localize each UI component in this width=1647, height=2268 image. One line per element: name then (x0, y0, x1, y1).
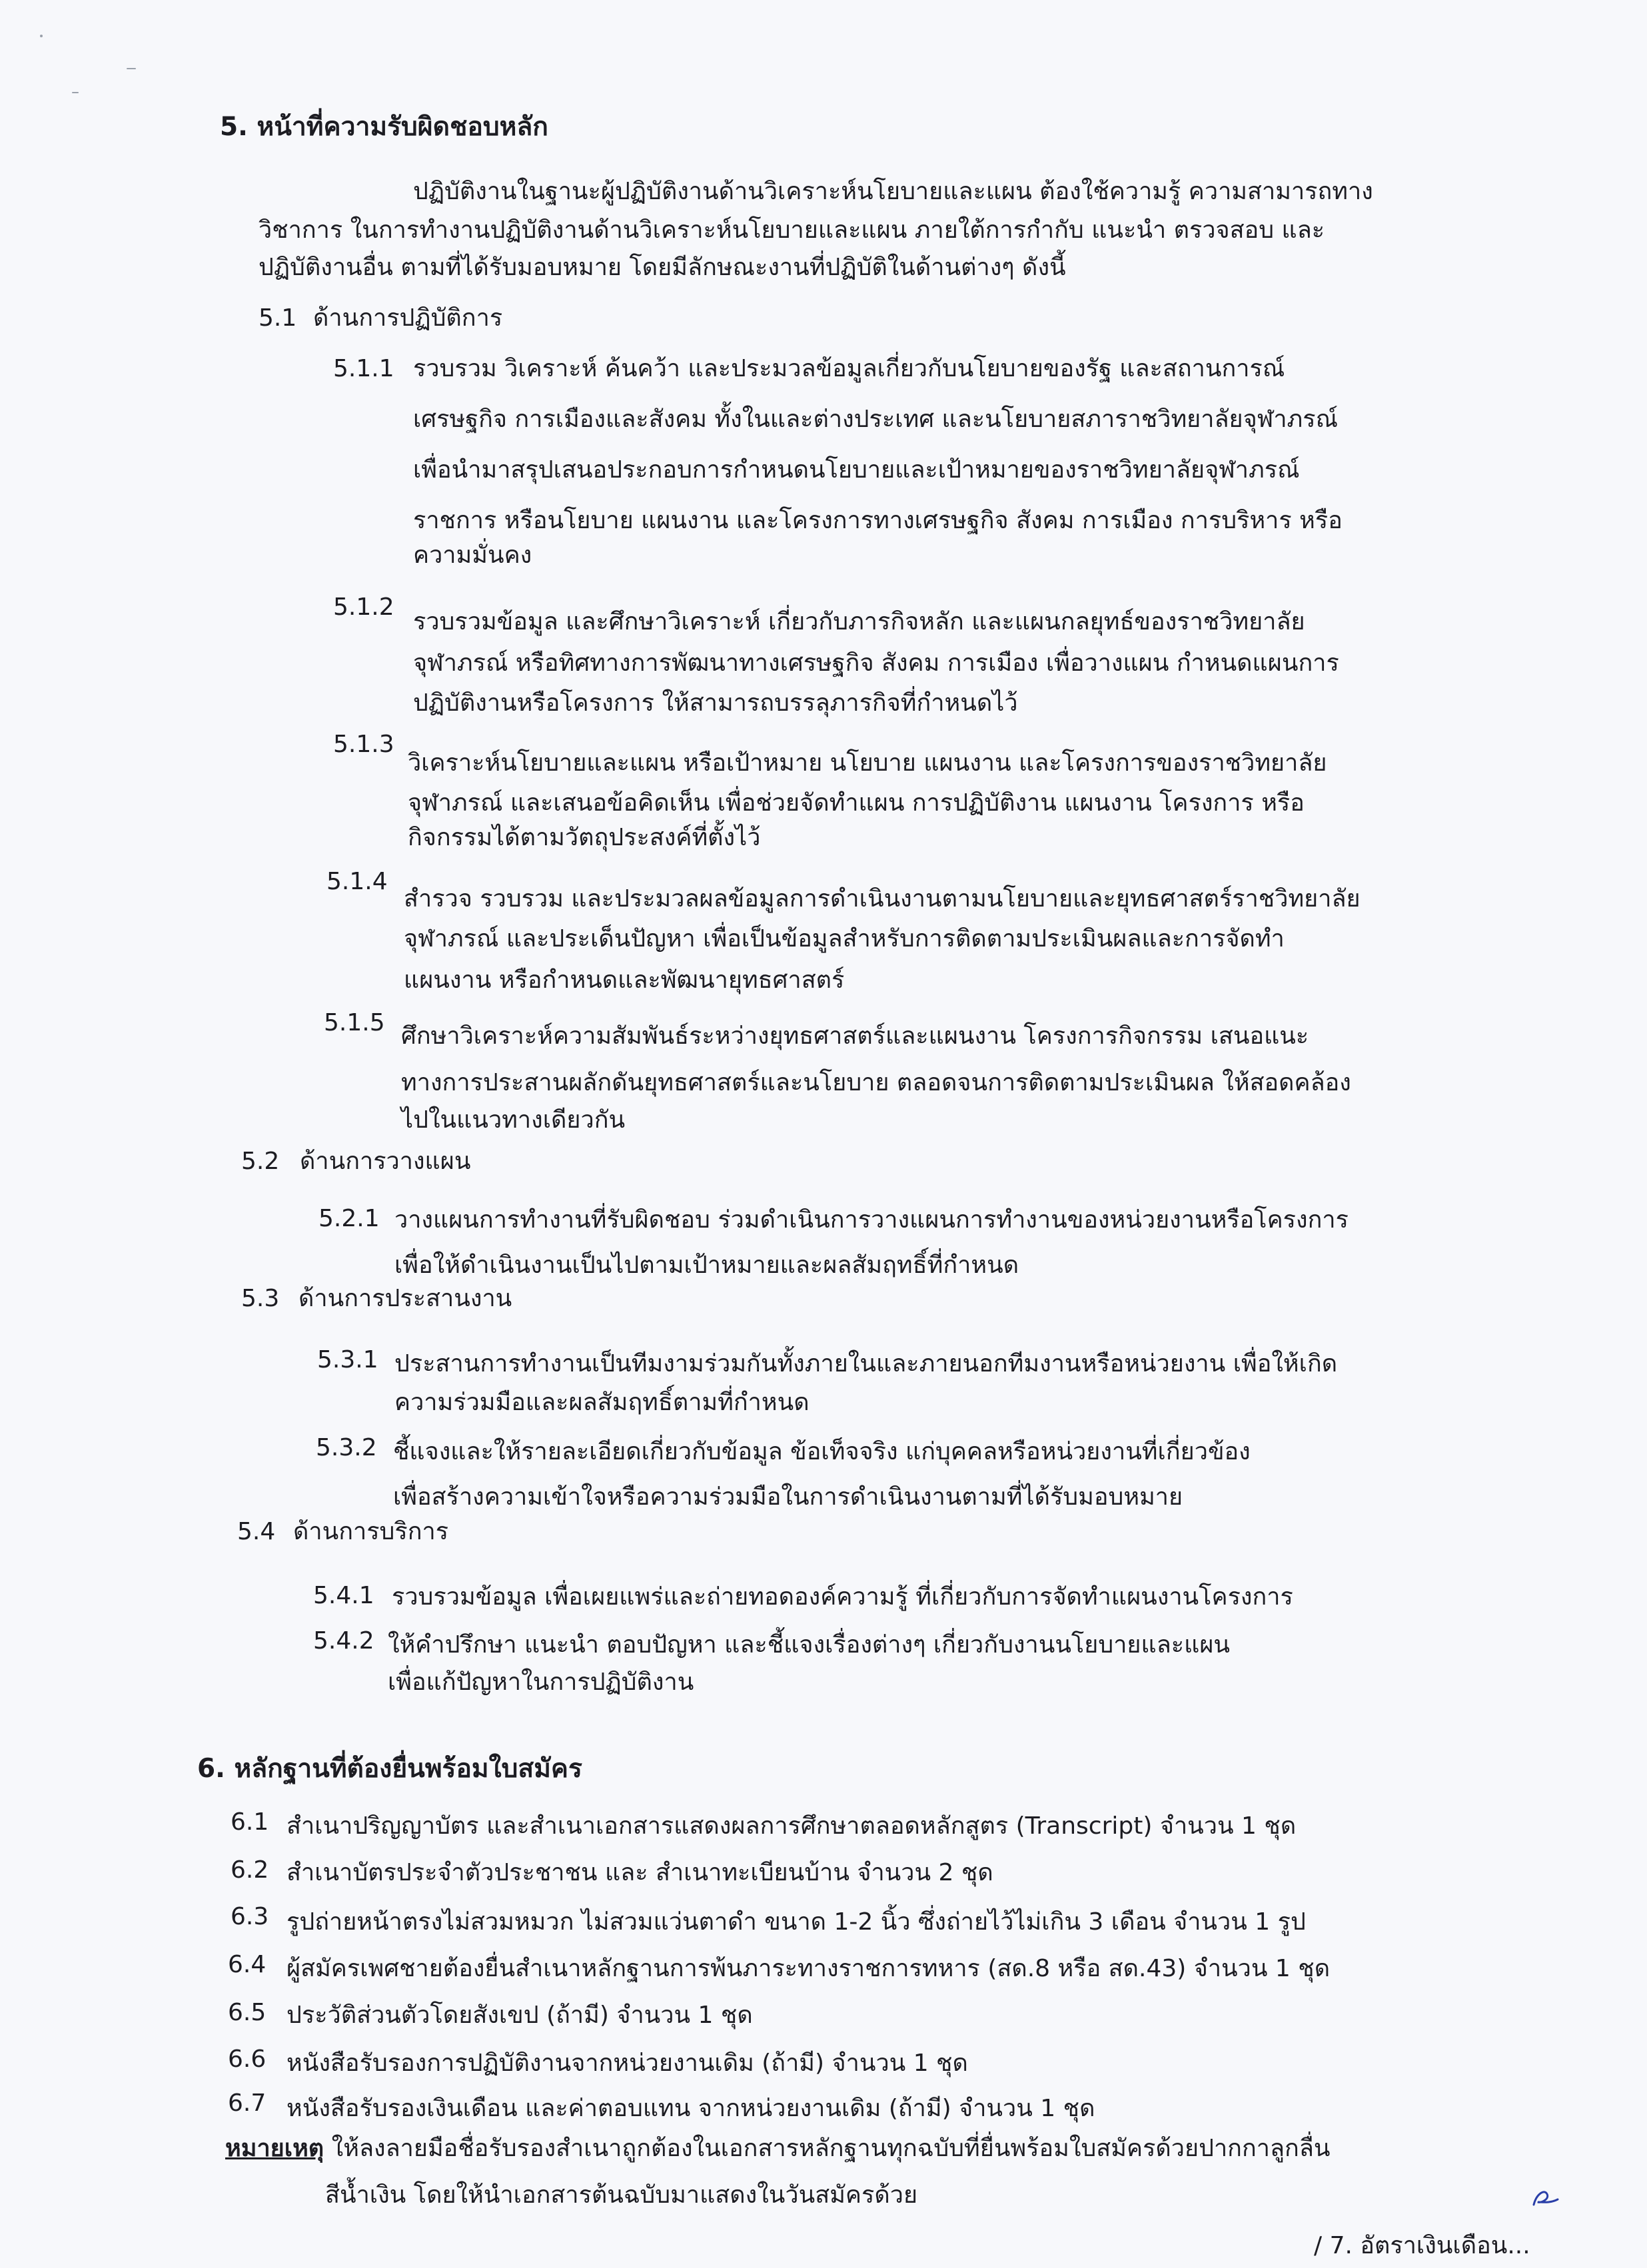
item-line: รวบรวมข้อมูล และศึกษาวิเคราะห์ เกี่ยวกับภารกิจหลัก และแผนกลยุทธ์ของราชวิทยาลัย (413, 608, 1305, 635)
subsection-5-2-number: 5.2 (241, 1148, 280, 1175)
item-line: รวบรวมข้อมูล เพื่อเผยแพร่และถ่ายทอดองค์ความรู้ ที่เกี่ยวกับการจัดทำแผนงานโครงการ (392, 1583, 1293, 1611)
subsection-5-1-number: 5.1 (259, 304, 297, 332)
item-line: ปฏิบัติงานหรือโครงการ ให้สามารถบรรลุภารกิจที่กำหนดไว้ (413, 689, 1018, 717)
item-number: 5.1.2 (333, 593, 394, 621)
item-line: จุฬาภรณ์ และประเด็นปัญหา เพื่อเป็นข้อมูลสำหรับการติดตามประเมินผลและการจัดทำ (404, 925, 1285, 952)
item-line: ทางการประสานผลักดันยุทธศาสตร์และนโยบาย ตลอดจนการติดตามประเมินผล ให้สอดคล้อง (401, 1069, 1351, 1096)
item-line: ให้คำปรึกษา แนะนำ ตอบปัญหา และชี้แจงเรื่องต่างๆ เกี่ยวกับงานนโยบายและแผน (388, 1631, 1231, 1659)
item-line: แผนงาน หรือกำหนดและพัฒนายุทธศาสตร์ (404, 966, 845, 994)
item-number: 5.4.2 (313, 1627, 374, 1655)
item-line: รวบรวม วิเคราะห์ ค้นคว้า และประมวลข้อมูลเกี่ยวกับนโยบายของรัฐ และสถานการณ์ (413, 355, 1285, 382)
req-text: ผู้สมัครเพศชายต้องยื่นสำเนาหลักฐานการพ้นภาระทางราชการทหาร (สด.8 หรือ สด.43) จำนวน 1 ชุด (286, 1955, 1331, 1982)
intro-line: ปฏิบัติงานอื่น ตามที่ได้รับมอบหมาย โดยมีลักษณะงานที่ปฏิบัติในด้านต่างๆ ดังนี้ (259, 254, 1066, 281)
scan-speck (72, 92, 79, 93)
item-number: 5.1.3 (333, 731, 394, 758)
continuation-note: / 7. อัตราเงินเดือน... (1314, 2232, 1530, 2259)
subsection-5-4-number: 5.4 (237, 1518, 276, 1545)
req-text: สำเนาปริญญาบัตร และสำเนาเอกสารแสดงผลการศึกษาตลอดหลักสูตร (Transcript) จำนวน 1 ชุด (286, 1812, 1297, 1840)
item-line: กิจกรรมได้ตามวัตถุประสงค์ที่ตั้งไว้ (408, 824, 761, 851)
subsection-5-3-title: ด้านการประสานงาน (298, 1285, 512, 1312)
req-text: รูปถ่ายหน้าตรงไม่สวมหมวก ไม่สวมแว่นตาดำ ขนาด 1-2 นิ้ว ซึ่งถ่ายไว้ไม่เกิน 3 เดือน จำนวน 1 รูป (286, 1908, 1306, 1936)
item-line: จุฬาภรณ์ หรือทิศทางการพัฒนาทางเศรษฐกิจ สังคม การเมือง เพื่อวางแผน กำหนดแผนการ (413, 649, 1339, 677)
scan-speck (40, 35, 43, 37)
section-6-heading: 6. หลักฐานที่ต้องยื่นพร้อมใบสมัคร (197, 1754, 582, 1784)
req-number: 6.1 (231, 1808, 269, 1836)
item-line: ประสานการทำงานเป็นทีมงามร่วมกันทั้งภายในและภายนอกทีมงานหรือหน่วยงาน เพื่อให้เกิด (394, 1350, 1338, 1377)
item-line: ราชการ หรือนโยบาย แผนงาน และโครงการทางเศรษฐกิจ สังคม การเมือง การบริหาร หรือ (413, 507, 1343, 534)
req-number: 6.4 (228, 1951, 267, 1978)
note-label: หมายเหตุ (225, 2135, 324, 2162)
req-text: สำเนาบัตรประจำตัวประชาชน และ สำเนาทะเบียนบ้าน จำนวน 2 ชุด (286, 1859, 993, 1886)
item-number: 5.3.1 (317, 1346, 378, 1373)
subsection-5-4-title: ด้านการบริการ (293, 1518, 449, 1545)
item-line: ชี้แจงและให้รายละเอียดเกี่ยวกับข้อมูล ข้อเท็จจริง แก่บุคคลหรือหน่วยงานที่เกี่ยวข้อง (393, 1438, 1251, 1465)
req-number: 6.6 (228, 2046, 267, 2073)
subsection-5-3-number: 5.3 (241, 1285, 280, 1312)
section-5-heading: 5. หน้าที่ความรับผิดชอบหลัก (220, 112, 548, 142)
item-line: สำรวจ รวบรวม และประมวลผลข้อมูลการดำเนินงานตามนโยบายและยุทธศาสตร์ราชวิทยาลัย (404, 885, 1361, 913)
item-number: 5.1.5 (324, 1009, 385, 1036)
note-line (225, 2131, 1331, 2166)
item-number: 5.4.1 (313, 1582, 374, 1609)
item-number: 5.3.2 (316, 1434, 377, 1461)
item-line: เศรษฐกิจ การเมืองและสังคม ทั้งในและต่างประเทศ และนโยบายสภาราชวิทยาลัยจุฬาภรณ์ (413, 406, 1339, 433)
item-number: 5.1.1 (333, 355, 394, 382)
item-line: ไปในแนวทางเดียวกัน (401, 1106, 626, 1134)
req-number: 6.5 (228, 1999, 267, 2026)
req-text: หนังสือรับรองการปฏิบัติงานจากหน่วยงานเดิม (ถ้ามี) จำนวน 1 ชุด (286, 2050, 968, 2077)
item-number: 5.2.1 (318, 1205, 380, 1232)
item-line: เพื่อสร้างความเข้าใจหรือความร่วมมือในการดำเนินงานตามที่ได้รับมอบหมาย (393, 1483, 1183, 1511)
item-line: วางแผนการทำงานที่รับผิดชอบ ร่วมดำเนินการวางแผนการทำงานของหน่วยงานหรือโครงการ (394, 1206, 1349, 1234)
note-text: ให้ลงลายมือชื่อรับรองสำเนาถูกต้องในเอกสารหลักฐานทุกฉบับที่ยื่นพร้อมใบสมัครด้วยปากกาลูกลื่น (324, 2135, 1331, 2162)
intro-line: วิชาการ ในการทำงานปฏิบัติงานด้านวิเคราะห์นโยบายและแผน ภายใต้การกำกับ แนะนำ ตรวจสอบ และ (259, 216, 1325, 244)
req-text: ประวัติส่วนตัวโดยสังเขป (ถ้ามี) จำนวน 1 ชุด (286, 2002, 753, 2029)
item-line: ความมั่นคง (413, 542, 532, 569)
item-number: 5.1.4 (326, 868, 388, 895)
item-line: เพื่อนำมาสรุปเสนอประกอบการกำหนดนโยบายและเป้าหมายของราชวิทยาลัยจุฬาภรณ์ (413, 456, 1300, 484)
handwritten-initials (1527, 2185, 1567, 2214)
item-line: เพื่อให้ดำเนินงานเป็นไปตามเป้าหมายและผลสัมฤทธิ์ที่กำหนด (394, 1252, 1019, 1279)
req-number: 6.3 (231, 1903, 269, 1930)
req-number: 6.7 (228, 2089, 267, 2117)
item-line: ศึกษาวิเคราะห์ความสัมพันธ์ระหว่างยุทธศาสตร์และแผนงาน โครงการกิจกรรม เสนอแนะ (401, 1022, 1309, 1050)
item-line: เพื่อแก้ปัญหาในการปฏิบัติงาน (388, 1669, 694, 1696)
item-line: ความร่วมมือและผลสัมฤทธิ์ตามที่กำหนด (394, 1389, 810, 1416)
req-number: 6.2 (231, 1856, 269, 1884)
subsection-5-2-title: ด้านการวางแผน (300, 1148, 471, 1175)
req-text: หนังสือรับรองเงินเดือน และค่าตอบแทน จากหน่วยงานเดิม (ถ้ามี) จำนวน 1 ชุด (286, 2095, 1095, 2122)
item-line: จุฬาภรณ์ และเสนอข้อคิดเห็น เพื่อช่วยจัดทำแผน การปฏิบัติงาน แผนงาน โครงการ หรือ (408, 789, 1305, 817)
item-line: วิเคราะห์นโยบายและแผน หรือเป้าหมาย นโยบาย แผนงาน และโครงการของราชวิทยาลัย (408, 749, 1327, 777)
note-line: สีน้ำเงิน โดยให้นำเอกสารต้นฉบับมาแสดงในวันสมัครด้วย (325, 2181, 918, 2209)
scan-speck (127, 68, 136, 69)
intro-line: ปฏิบัติงานในฐานะผู้ปฏิบัติงานด้านวิเคราะห์นโยบายและแผน ต้องใช้ความรู้ ความสามารถทาง (413, 178, 1373, 205)
subsection-5-1-title: ด้านการปฏิบัติการ (313, 304, 503, 332)
